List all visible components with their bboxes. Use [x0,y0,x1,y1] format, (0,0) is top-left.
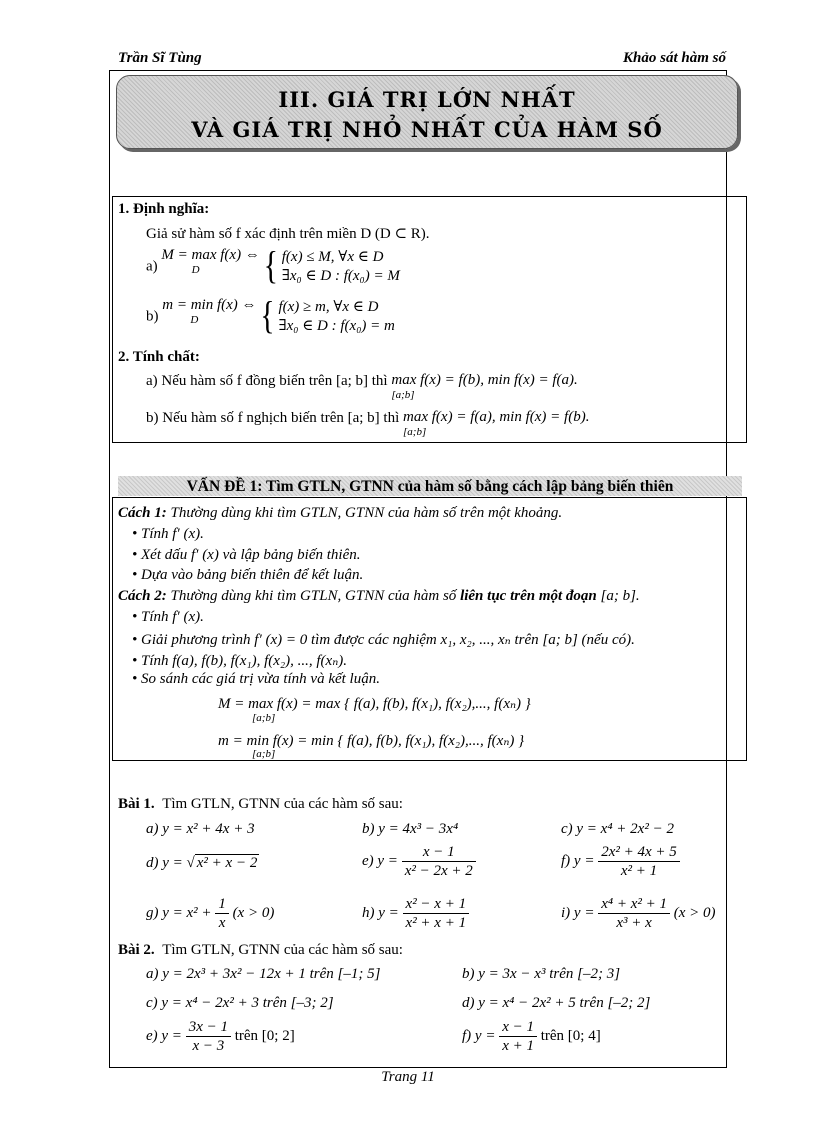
property-a-formula: max f(x) = f(b), min f(x) = f(a). [391,372,578,388]
fraction [598,843,680,880]
method-box [112,497,747,761]
exercise-1g [146,895,274,932]
exercise-1i [561,895,716,932]
exercise-1b: b) y = 4x³ − 3x⁴ [362,821,459,837]
fraction [403,895,470,932]
denominator: x [218,915,226,931]
numerator: x − 1 [499,1018,537,1037]
section-title-line1: III. GIÁ TRỊ LỚN NHẤT [278,87,576,112]
exercise-prompt: Tìm GTLN, GTNN của các hàm số sau: [162,796,403,812]
interval-subscript: [a;b] [391,389,415,401]
numerator: x − 1 [402,843,476,862]
condition: (x > 0) [228,904,275,921]
item-label: a) [146,258,158,275]
property-b [146,410,589,440]
interval-subscript: [a;b] [252,748,276,760]
exercise-1f [561,843,680,880]
condition-1: f(x) ≤ M, ∀x ∈ D [281,249,384,265]
method-2-step: • Tính f′ (x). [132,609,204,625]
denominator: x − 3 [192,1038,225,1054]
method-1-step: • Xét dấu f′ (x) và lập bảng biến thiên. [132,547,361,563]
fraction [186,1018,231,1055]
denominator: x + 1 [502,1038,534,1054]
condition-2: ∃x₀ ∈ D : f(x₀) = m [278,318,395,334]
exercise-2a: a) y = 2x³ + 3x² − 12x + 1 trên [–1; 5] [146,966,381,982]
exercise-2-heading [118,942,403,959]
numerator: 1 [215,895,229,914]
min-formula: m = min f(x) = min { f(a), f(b), f(x₁), f(x₂),..., f(xₙ) } [218,733,525,749]
method-2-text: Thường dùng khi tìm GTLN, GTNN của hàm số [166,588,461,604]
page-number: Trang 11 [381,1069,435,1085]
item-label: e) y = [146,1027,186,1044]
item-label: d) y = [146,855,187,871]
left-brace: { [263,244,278,288]
item-label: f) y = [561,852,599,869]
denominator: x³ + x [616,915,652,931]
method-2-step: • So sánh các giá trị vừa tính và kết luận. [132,671,380,687]
header-subject: Khảo sát hàm số [623,50,726,66]
radicand: x² + x − 2 [196,855,258,871]
condition-2: ∃x₀ ∈ D : f(x₀) = M [281,268,400,284]
min-expression: m = min f(x) ⇔ [162,297,257,313]
condition-1: f(x) ≥ m, ∀x ∈ D [278,299,379,315]
fraction [598,895,670,932]
method-2-step: • Tính f(a), f(b), f(x₁), f(x₂), ..., f(xₙ). [132,653,348,669]
property-a-math [391,373,577,403]
numerator: 3x − 1 [186,1018,231,1037]
fraction [215,895,229,932]
denominator: x² + x + 1 [405,915,467,931]
definition-heading: 1. Định nghĩa: [118,201,210,217]
exercise-1d: d) y = √ x² + x − 2 [146,855,258,871]
domain-subscript: D [190,314,199,326]
item-label: g) y = x² + [146,904,216,921]
exercise-1h [362,895,469,932]
item-label: f) y = [462,1027,500,1044]
condition: (x > 0) [669,904,716,921]
max-formula: M = max f(x) = max { f(a), f(b), f(x₁), f(x₂),..., f(xₙ) } [218,696,531,712]
max-expression: M = max f(x) ⇔ [161,247,260,263]
method-1-text: Thường dùng khi tìm GTLN, GTNN của hàm số trên một khoảng. [166,505,563,521]
max-operator [161,248,259,278]
definition-b [146,294,395,338]
domain-subscript: D [191,264,200,276]
exercise-1c: c) y = x⁴ + 2x² − 2 [561,821,674,837]
interval-subscript: [a;b] [403,426,427,438]
exercise-prompt: Tìm GTLN, GTNN của các hàm số sau: [162,942,403,958]
method-1-step: • Dựa vào bảng biến thiên để kết luận. [132,567,364,583]
min-operator [162,298,256,328]
denominator: x² + 1 [620,863,658,879]
interval: trên [0; 4] [536,1027,601,1044]
exercise-label: Bài 2. [118,942,155,958]
method-2-intro [118,588,640,605]
problem-heading: VẤN ĐỀ 1: Tìm GTLN, GTNN của hàm số bằng cách lập bảng biến thiên [118,476,742,496]
property-a [146,373,578,403]
interval-subscript: [a;b] [252,712,276,724]
exercise-2d: d) y = x⁴ − 2x² + 5 trên [–2; 2] [462,995,651,1011]
section-title-line2: VÀ GIÁ TRỊ NHỎ NHẤT CỦA HÀM SỐ [191,117,663,142]
property-a-text: a) Nếu hàm số f đồng biến trên [a; b] thì [146,373,388,389]
method-2-label: Cách 2: [118,588,167,604]
exercise-2b: b) y = 3x − x³ trên [–2; 3] [462,966,621,982]
numerator: 2x² + 4x + 5 [598,843,680,862]
header-author: Trần Sĩ Tùng [118,50,202,66]
exercise-label: Bài 1. [118,796,155,812]
item-label: e) y = [362,852,402,869]
system-of-conditions [278,298,394,336]
denominator: x² − 2x + 2 [404,863,473,879]
definition-intro: Giả sử hàm số f xác định trên miền D (D ⊂ R). [146,226,430,242]
exercise-1a: a) y = x² + 4x + 3 [146,821,255,837]
item-label: b) [146,308,159,325]
numerator: x⁴ + x² + 1 [598,895,670,914]
exercise-1-heading [118,796,403,813]
numerator: x² − x + 1 [403,895,470,914]
method-2-emphasis: liên tục trên một đoạn [460,588,597,604]
fraction [499,1018,537,1055]
definition-a [146,244,400,288]
property-heading: 2. Tính chất: [118,349,200,365]
method-1-step: • Tính f′ (x). [132,526,204,542]
interval: trên [0; 2] [230,1027,295,1044]
item-label: i) y = [561,904,599,921]
property-b-text: b) Nếu hàm số f nghịch biến trên [a; b] thì [146,410,400,426]
method-2-step: • Giải phương trình f′ (x) = 0 tìm được các nghiệm x₁, x₂, ..., xₙ trên [a; b] (nếu có). [132,632,635,648]
property-b-formula: max f(x) = f(a), min f(x) = f(b). [403,409,590,425]
fraction [402,843,476,880]
section-title-box [116,75,738,149]
method-2-tail: [a; b]. [596,588,640,604]
method-1-intro [118,505,562,522]
exercise-1e [362,843,476,880]
exercise-2f [462,1018,601,1055]
system-of-conditions [282,248,400,286]
method-1-label: Cách 1: [118,505,167,521]
exercise-2c: c) y = x⁴ − 2x² + 3 trên [–3; 2] [146,995,334,1011]
exercise-2e [146,1018,295,1055]
left-brace: { [260,294,275,338]
item-label: h) y = [362,904,403,921]
property-b-math [403,410,589,440]
